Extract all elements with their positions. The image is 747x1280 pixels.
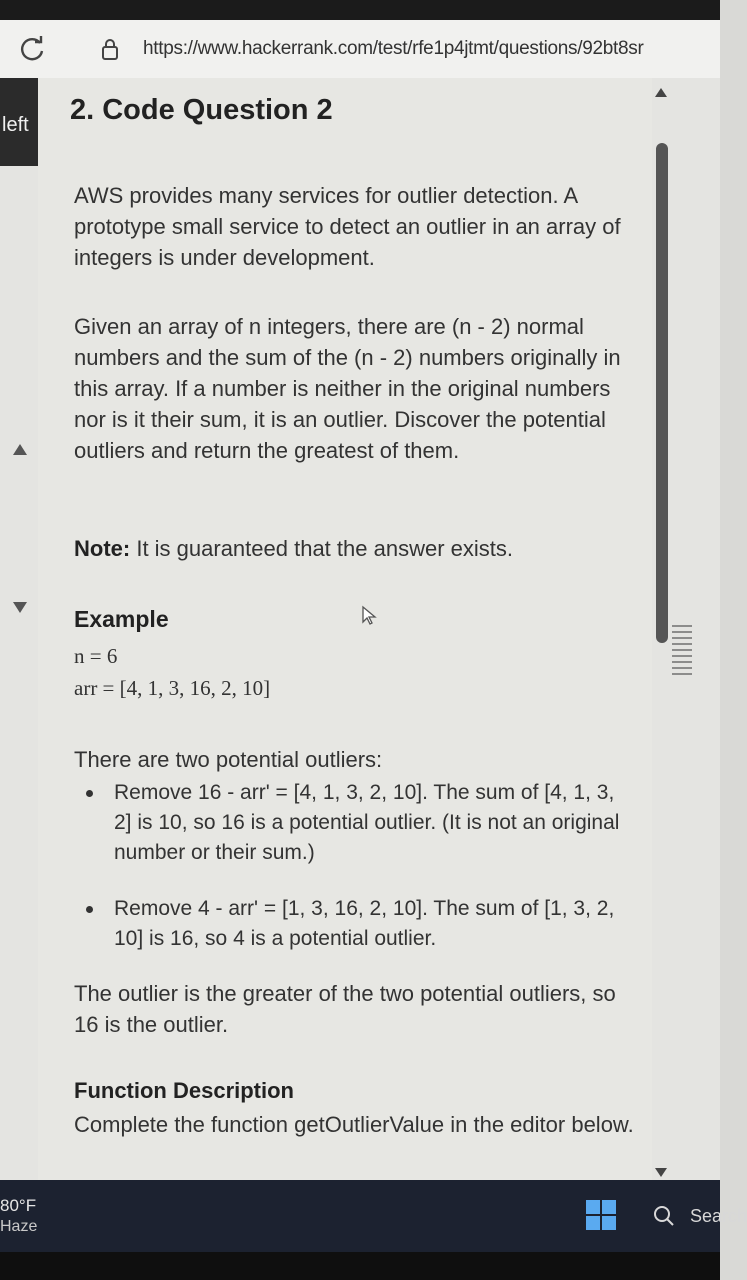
collapse-up-icon[interactable]	[13, 444, 27, 455]
scroll-down-icon[interactable]	[655, 1168, 667, 1177]
weather-condition[interactable]: Haze	[0, 1218, 38, 1235]
question-intro: AWS provides many services for outlier detection. A prototype small service to detect an outlier in an array of integers is under development.	[74, 183, 621, 270]
example-title: Example	[74, 606, 169, 632]
bullet-text: Remove 4 - arr' = [1, 3, 16, 2, 10]. The sum of [1, 3, 2, 10] is 16, so 4 is a potential outlier.	[114, 897, 615, 950]
screen-bottom-edge	[0, 1252, 720, 1280]
example-n: n = 6	[74, 644, 118, 668]
question-title: 2. Code Question 2	[70, 94, 333, 126]
search-icon[interactable]	[652, 1204, 676, 1228]
taskbar-search-label[interactable]: Search	[690, 1206, 747, 1226]
outliers-intro: There are two potential outliers:	[74, 747, 383, 772]
function-description-text: Complete the function getOutlierValue in the editor below.	[74, 1112, 634, 1137]
windows-start-icon[interactable]	[586, 1200, 616, 1230]
bullet-dot-icon	[86, 790, 93, 797]
mouse-cursor-icon	[360, 605, 382, 627]
lock-icon	[100, 37, 120, 61]
weather-temperature[interactable]: 80°F	[0, 1196, 37, 1215]
bullet-dot-icon	[86, 906, 93, 913]
question-description: Given an array of n integers, there are (n - 2) normal numbers and the sum of the (n - 2) numbers originally in this array. If a number is neither in the original numbers nor is it their sum, it is an outlier. Discover the potential outliers and return the greatest of them.	[74, 314, 621, 463]
reload-icon[interactable]	[14, 31, 50, 67]
taskbar	[0, 1180, 747, 1252]
url-field[interactable]: https://www.hackerrank.com/test/rfe1p4jtmt/questions/92bt8sr	[143, 38, 644, 59]
screen-top-edge	[0, 0, 720, 20]
function-description-title: Function Description	[74, 1078, 294, 1103]
time-left-label: left	[2, 114, 29, 136]
drag-handle-icon[interactable]	[672, 625, 692, 677]
bullet-text: Remove 16 - arr' = [4, 1, 3, 2, 10]. The sum of [4, 1, 3, 2] is 10, so 16 is a potential outlier. (It is not an original number or their sum.)	[114, 781, 620, 864]
scrollbar-thumb[interactable]	[656, 143, 668, 643]
question-panel	[38, 78, 652, 1180]
example-arr: arr = [4, 1, 3, 16, 2, 10]	[74, 676, 271, 700]
note-line	[74, 536, 513, 562]
scroll-up-icon[interactable]	[655, 88, 667, 97]
note-label: Note:	[74, 536, 131, 561]
left-pane	[0, 78, 39, 1180]
time-left-tab[interactable]	[0, 78, 38, 166]
conclusion: The outlier is the greater of the two potential outliers, so 16 is the outlier.	[74, 981, 616, 1037]
browser-address-bar	[0, 20, 720, 79]
collapse-down-icon[interactable]	[13, 602, 27, 613]
note-text: It is guaranteed that the answer exists.	[130, 536, 513, 561]
